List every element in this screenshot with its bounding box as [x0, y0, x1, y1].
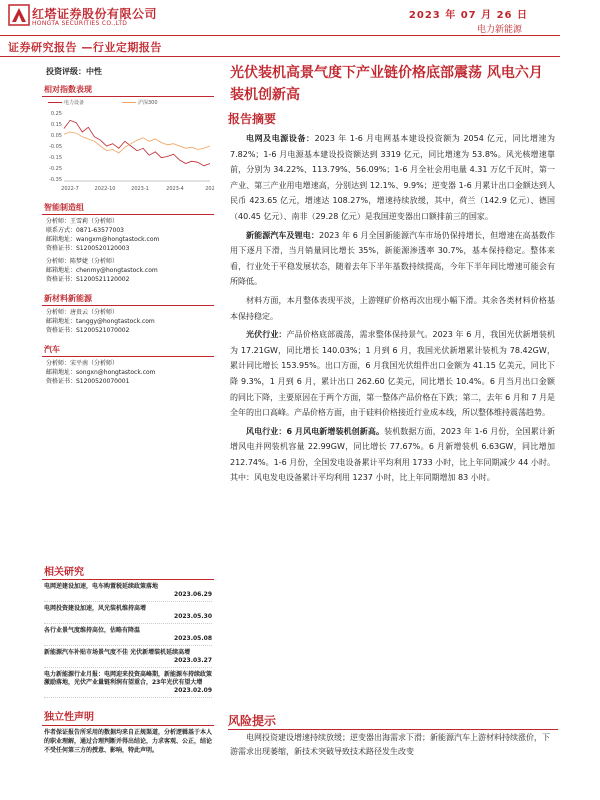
paragraph-lead: 电网及电源设备：	[246, 134, 315, 143]
legend-item-2	[122, 99, 158, 106]
x-tick-label: 2023-4	[166, 186, 184, 192]
paragraph-text: 2023 年 1-6 月电网基本建设投资额为 2054 亿元，同比增速为 7.82%；1-6 月电源基本建设投资额达到 3319 亿元，同比增速为 53.8%。风光核增速靠前，分别为 34.22%、113.79%、56.09%；1-6 月全社会用电量 4.31 万亿千瓦时，第一产业、第三产业用电增速高，分别达到 12.1%、9.9%；逆变器 1-6 月累计出口金额达到人民币 423.65 亿元，增速达 108.27%，增速持续放缓，其中，荷兰（142.9 亿元）、德国（40.45 亿元）、南非（29.28 亿元）是我国逆变器出口额排前三的国家。	[230, 134, 555, 221]
hongta-logo-icon	[8, 4, 30, 26]
related-report-item[interactable]	[42, 580, 214, 602]
paragraph-text: 材料方面，本月整体表现平淡，上游锂矿价格再次出现小幅下滑。其余各类材料价格基本保持稳定。	[230, 295, 555, 321]
related-report-title: 各行业景气度维持高位，估略有降温	[44, 627, 141, 634]
abstract-paragraph	[230, 228, 555, 290]
x-tick-label: 2022-10	[94, 186, 116, 192]
analyst-info-row: 邮箱地址：tanggy@hongtastock.com	[46, 318, 155, 325]
abstract-paragraph	[230, 424, 555, 486]
y-tick-label: 0.25	[50, 111, 62, 117]
analyst-info-row: 分析师：唐贵云（分析师）	[46, 309, 119, 316]
x-tick-label: 202	[205, 186, 214, 192]
independence-heading: 独立性声明	[42, 706, 214, 726]
related-report-item[interactable]	[42, 624, 214, 646]
main-content	[230, 62, 555, 489]
y-tick-label: -0.35	[49, 177, 62, 183]
report-date: 2023 年 07 月 26 日	[408, 10, 528, 21]
y-tick-label: -0.05	[49, 144, 62, 150]
legend-item-1	[48, 99, 84, 106]
analyst-info-row: 邮箱地址：songxn@hongtastock.com	[46, 369, 156, 376]
company-logo	[8, 4, 208, 32]
analyst-info-row: 分析师：王雪莉（分析师）	[46, 218, 119, 225]
y-tick-label: -0.25	[49, 166, 62, 172]
industry-label: 电力新能源	[476, 25, 522, 35]
related-report-title: 电网逆建设加速，电车购置税延续政策落地	[44, 583, 159, 590]
series-line-2	[64, 132, 210, 153]
related-report-date: 2023.05.08	[44, 635, 212, 646]
abstract-body	[230, 131, 555, 486]
analyst-info-row: 资格证书：S1200520070001	[46, 378, 130, 385]
paragraph-lead: 光伏行业：	[246, 330, 287, 340]
analyst-info	[42, 357, 214, 390]
company-name-en: HONGTA SECURITIES CO.,LTD	[32, 20, 128, 27]
risk-text: 电网投资建设增速持续放缓；逆变器出海需求下滑；新能源汽车上游材料持续涨价，下游需求出现萎缩，新技术突破导致技术路径发生改变	[230, 733, 550, 756]
paragraph-lead: 风电行业：6 月风电新增装机创新高。	[246, 426, 385, 436]
series-line-1	[64, 120, 210, 166]
analyst-info	[42, 215, 214, 288]
analyst-info-row: 资格证书：S1200520120003	[46, 245, 130, 252]
abstract-paragraph	[230, 293, 555, 324]
paragraph-text: 产品价格底部震荡，需求整体保持景气。2023 年 6 月，我国光伏新增装机为 17.21GW，同比增长 140.03%；1 月到 6 月，我国光伏新增累计装机为 78.42GW，累计同比增长 153.95%。出口方面，6 月我国光伏组件出口金额为 41.15 亿美元，同比下降 9.3%，1 月到 6 月，累计出口 262.60 亿美元，同比增长 10.4%。6 月当月出口金额的同比下降，主要原因在于两个方面，第一整体产品价格在下跌；第二，去年 6 月和 7 月是全年的出口高峰。产品价格方面，由于硅料价格接近行业成本线，所以整体维持震荡趋势。	[230, 330, 555, 418]
risk-heading: 风险提示	[228, 714, 277, 728]
related-report-title: 新能源汽车补贴市场景气度不佳 光伏新增装机延续高增	[44, 649, 191, 656]
report-type: 证券研究报告 —行业定期报告	[8, 41, 162, 54]
related-report-item[interactable]	[42, 602, 214, 624]
abstract-heading: 报告摘要	[228, 112, 277, 126]
analyst-info-row: 分析师：陈梦婕（分析师）	[46, 258, 119, 265]
legend-label-2: 沪深300	[138, 100, 158, 106]
analyst-group-heading: 智能制造组	[42, 201, 214, 215]
relative-index-heading: 相对指数表现	[42, 83, 214, 97]
header-divider	[0, 35, 560, 36]
analyst-groups	[42, 201, 214, 390]
abstract-paragraph	[230, 327, 555, 421]
related-report-title: 电力新能源行业月报：电网迎来投资高峰期，新能源车持续政策激励落地，光伏产业量链利润有望重合，23年光伏有望大增	[44, 671, 213, 686]
index-line-chart	[42, 97, 214, 197]
analyst-info-row: 分析师：宋平南（分析师）	[46, 360, 119, 367]
related-report-date: 2023.05.30	[44, 613, 212, 624]
related-research-heading: 相关研究	[42, 562, 214, 580]
related-report-date: 2023.06.29	[44, 591, 212, 602]
independence-statement: 作者保证报告所采用的数据均来自正规渠道，分析逻辑基于本人的职业理解，通过合理判断并得出结论，力求客观、公正，结论不受任何第三方的授意、影响，特此声明。	[44, 729, 213, 754]
analyst-group-heading: 新材料新能源	[42, 292, 214, 306]
y-tick-label: -0.15	[49, 155, 62, 161]
y-tick-label: 0.05	[50, 133, 62, 139]
company-name-cn: 红塔证券股份有限公司	[32, 7, 158, 21]
analyst-info-row: 资格证书：S1200521120002	[46, 276, 130, 283]
analyst-info-row: 邮箱地址：chenmy@hongtastock.com	[46, 267, 158, 274]
related-report-item[interactable]	[42, 668, 214, 698]
header-divider-bottom	[0, 56, 560, 57]
related-report-title: 电网投资建设加速，风光装机维持高增	[44, 605, 147, 612]
abstract-paragraph	[230, 131, 555, 225]
x-tick-label: 2022-7	[61, 186, 79, 192]
y-tick-label: 0.15	[50, 122, 62, 128]
relative-index-chart	[42, 97, 214, 197]
paragraph-text: 2023 年 6 月全国新能源汽车市场仍保持增长，但增速在高基数作用下逐月下滑，当月销量同比增长 35%，新能源渗透率 30.7%，基本保持稳定。整体来看，行业处于平稳发展状态，随着去年下半年基数持续提高，今年下半年同比增速可能会有所降低。	[230, 230, 556, 287]
report-title: 光伏装机高景气度下产业链价格底部震荡 风电六月装机创新高	[230, 65, 543, 103]
analyst-info	[42, 306, 214, 339]
paragraph-text: 装机数据方面，2023 年 1-6 月份，全国累计新增风电并网装机容量 22.99GW，同比增长 77.67%。6 月新增装机 6.63GW，同比增加 212.74%。1-6 月份，全国发电设备累计平均利用 1733 小时，比上年同期减少 44 小时。其中：风电发电设备累计平均利用 1237 小时，比上年同期增加 83 小时。	[230, 426, 555, 483]
analyst-info-row: 资格证书：S1200521070002	[46, 327, 130, 334]
related-report-date: 2023.02.09	[44, 687, 212, 698]
x-tick-label: 2023-1	[131, 186, 149, 192]
related-report-date: 2023.03.27	[44, 657, 212, 668]
related-report-item[interactable]	[42, 646, 214, 668]
analyst-group-heading: 汽车	[42, 343, 214, 357]
legend-label-1: 电力设备	[64, 100, 85, 106]
related-research-list	[42, 580, 214, 698]
investment-rating: 投资评级：中性	[46, 67, 102, 76]
analyst-info-row: 联系方式：0871-63577003	[46, 227, 124, 234]
left-sidebar	[42, 62, 214, 757]
analyst-info-row: 邮箱地址：wangxm@hongtastock.com	[46, 236, 160, 243]
risk-divider	[228, 729, 558, 730]
paragraph-lead: 新能源汽车及锂电：	[246, 230, 319, 240]
